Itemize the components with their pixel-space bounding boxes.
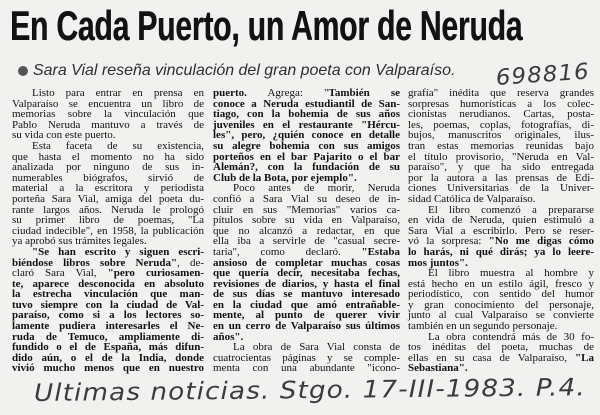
- text-line: está hecho en un estilo ágil, fresco y: [408, 277, 594, 290]
- text-line: menta con una abundante "icono-: [213, 362, 400, 375]
- bold-text-segment: su alegre bohemia con sus amigos: [213, 139, 400, 152]
- bold-text-segment: tuvo siempre con la ciudad de Val-: [12, 298, 204, 311]
- text-line: Esta faceta de su existencia,: [32, 139, 204, 152]
- text-line: por la autora a las prensas de Edi-: [408, 171, 594, 184]
- text-line: tran estas memorias reunidas bajo: [408, 139, 594, 152]
- paragraph: [408, 268, 594, 332]
- text-line: que hasta el momento no ha sido: [12, 150, 204, 163]
- text-line: grafía" inédita que reserva grandes: [408, 87, 594, 99]
- text-line: ya aprobó sus trámites legales.: [12, 235, 147, 248]
- bold-text-segment: Alemán?, con la fundación de su: [213, 161, 400, 174]
- bold-text-segment: lo harás, ni qué dirás; ya lo leere-: [408, 245, 594, 258]
- bold-text-segment: que quería decir, necesitaba fechas,: [213, 267, 400, 280]
- text-line: periodístico, con sentido del humor: [408, 288, 594, 301]
- bold-text-segment: mente, al punto de querer vivir: [213, 309, 400, 322]
- text-line: que no alcanzó a redactar, en que: [213, 224, 400, 237]
- article-column-3: [408, 88, 594, 374]
- headline: En Cada Puerto, un Amor de Neruda: [10, 2, 523, 49]
- bold-text-segment: "La: [575, 351, 594, 364]
- bold-text-segment: ruda de Temuco, ampliamente di-: [12, 330, 204, 343]
- bold-text-segment: "Se han escrito y siguen escri-: [32, 245, 204, 258]
- source-annotation: [34, 372, 586, 408]
- text-line: Valparaíso se encuentra un libro de: [12, 97, 204, 110]
- paragraph: [213, 342, 400, 374]
- bold-text-segment: años".: [213, 330, 244, 343]
- text-line: en vida de Neruda, quien estimuló a: [408, 214, 594, 227]
- bold-text-segment: puerto.: [213, 87, 247, 99]
- paragraph: [213, 183, 400, 342]
- text-line: sorpresas humorísticas a los colec-: [408, 97, 594, 110]
- text-line: cuatrocientas páginas y se comple-: [213, 351, 400, 364]
- text-line: también en un segundo personaje.: [408, 320, 558, 333]
- paragraph: [213, 88, 400, 183]
- text-segment: vó la sorpresa:: [408, 235, 489, 248]
- subheadline-text: Sara Vial reseña vinculación del gran poeta con Valparaíso.: [33, 62, 456, 79]
- text-line: sidad Católica de Valparaíso.: [408, 192, 536, 205]
- subheadline: [33, 61, 455, 81]
- bold-text-segment: tiago, con la bohemia de sus años: [213, 108, 400, 121]
- text-segment: , de-: [177, 256, 204, 269]
- text-line: su primer libro de poemas, "La: [12, 214, 204, 227]
- text-line: y gran conocimiento del personaje,: [408, 298, 594, 311]
- text-line: rante largos años. Neruda le prologó: [12, 203, 204, 216]
- bold-text-segment: en la ciudad que amó entrañable-: [213, 298, 400, 311]
- text-line: Sara Vial a escribirlo. Pero se reser-: [408, 224, 594, 237]
- bold-text-segment: te, aparece desconocida en absoluto: [12, 277, 204, 290]
- headline-container: [10, 4, 522, 48]
- text-line: junto al cual Valparaíso se convierte: [408, 309, 594, 322]
- bold-text-segment: "pero curiosamen-: [107, 267, 205, 280]
- bold-text-segment: dido aún, o el de la India, donde: [12, 351, 204, 364]
- text-line: ella iba a servirle de "casual secre-: [213, 235, 400, 248]
- bold-text-segment: "Estaba: [361, 245, 400, 258]
- text-line: tos inéditas del poeta, muchas de: [408, 341, 594, 354]
- bold-text-segment: lamente pudiera interesarles el Ne-: [12, 320, 204, 333]
- text-line: memorias sobre la vinculación que: [12, 108, 204, 121]
- text-line: La obra de Sara Vial consta de: [233, 341, 400, 354]
- bold-text-segment: la estrecha vinculación que man-: [12, 288, 204, 301]
- bold-text-segment: les", pero, ¿quién conoce en detalle: [213, 129, 400, 142]
- bold-text-segment: vivió mucho menos que en nuestro: [12, 362, 204, 375]
- text-segment: claró Sara Vial,: [12, 267, 108, 280]
- bold-text-segment: mos juntos".: [408, 256, 468, 269]
- text-line: confió a Sara Vial su deseo de in-: [213, 192, 400, 205]
- bold-text-segment: Sebastiana".: [408, 362, 468, 375]
- paragraph: [408, 332, 594, 374]
- text-line: pítulos sobre su vida en Valparaíso,: [213, 214, 400, 227]
- text-line: Poco antes de morir, Neruda: [233, 182, 400, 195]
- text-line: material a la escritora y periodista: [12, 182, 204, 195]
- bold-text-segment: en un cerro de Valparaíso sus últimos: [213, 320, 400, 333]
- text-line: ciudad indecible", en 1958, la publicación: [12, 224, 204, 237]
- bold-text-segment: paraíso, como si a los lectores so-: [12, 309, 204, 322]
- text-line: su vida con este puerto.: [12, 129, 116, 142]
- text-line: el título provisorio, "Neruda en Val-: [408, 150, 594, 163]
- bold-text-segment: fundido o el de España, más difun-: [12, 341, 204, 354]
- text-segment: ellas en su casa de Valparaíso,: [408, 351, 576, 364]
- text-line: les, poemas, coplas, fotografías, di-: [408, 118, 594, 131]
- catalog-number: 698816: [495, 59, 591, 91]
- paragraph: [408, 205, 594, 269]
- bold-text-segment: revisiones de diarios, y hasta el final: [213, 277, 400, 290]
- paragraph: [408, 88, 594, 205]
- bold-text-segment: También se: [328, 87, 401, 99]
- bold-text-segment: Club de la Bota, por ejemplo".: [213, 171, 357, 184]
- text-line: ciones Universitarias de la Univer-: [408, 182, 594, 195]
- bold-text-segment: ansioso de completar muchas cosas: [213, 256, 400, 269]
- paragraph: [12, 88, 204, 141]
- bold-text-segment: juveniles en el restaurante "Hércu-: [213, 118, 400, 131]
- paragraph: [12, 247, 204, 374]
- text-segment: taria", como declaró.: [213, 245, 362, 258]
- source-note: Ultimas noticias. Stgo. 17-III-1983. P.4.: [33, 373, 586, 407]
- bold-text-segment: "No me digas cómo: [488, 235, 594, 248]
- text-line: cionistas nerudianos. Cartas, posta-: [408, 108, 594, 121]
- text-line: porteña Sara Vial, amiga del poeta du-: [12, 192, 204, 205]
- text-line: El libro comenzó a prepararse: [428, 203, 594, 216]
- article-column-1: [12, 88, 204, 374]
- text-line: Listo para entrar en prensa en: [32, 87, 204, 99]
- text-line: El libro muestra al hombre y: [428, 267, 594, 280]
- bullet-icon: [18, 66, 28, 76]
- text-line: paraíso", y que ha sido entregada: [408, 161, 594, 174]
- text-line: numerables biógrafos, sirvió de: [12, 171, 204, 184]
- bold-text-segment: biéndose libros sobre Neruda": [12, 256, 178, 269]
- text-line: La obra contendrá más de 30 fo-: [428, 330, 594, 343]
- text-line: Pablo Neruda mantuvo a través de: [12, 118, 204, 131]
- article-column-2: [213, 88, 400, 374]
- text-line: analizada por ninguno de sus in-: [12, 161, 204, 174]
- text-segment: Agrega: ": [246, 87, 329, 99]
- text-line: [12, 363, 204, 374]
- text-line: bujos, manuscritos originales, ilus-: [408, 129, 594, 142]
- bold-text-segment: de sus días se mantuvo interesado: [213, 288, 400, 301]
- text-line: cluir en sus "Memorias" varios ca-: [213, 203, 400, 216]
- bold-text-segment: conoce a Neruda estudiantil de San-: [213, 97, 400, 110]
- paragraph: [12, 141, 204, 247]
- bold-text-segment: porteños en el bar Pajarito o el bar: [213, 150, 400, 163]
